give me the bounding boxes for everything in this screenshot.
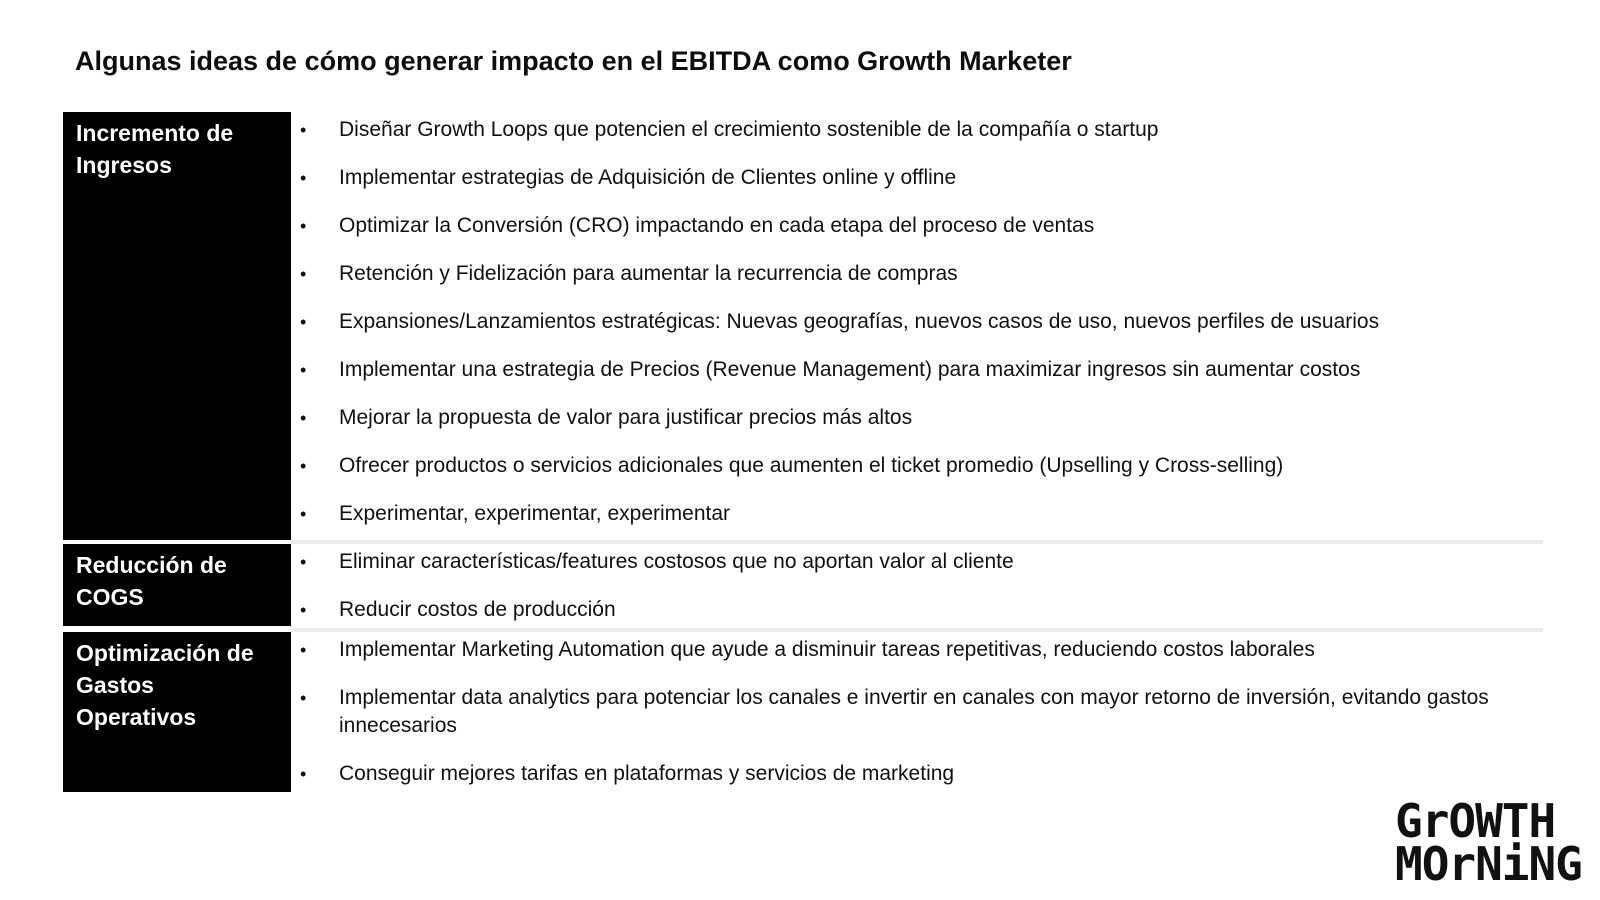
section-row-gastos-operativos <box>63 632 1543 792</box>
list-item: • Diseñar Growth Loops que potencien el crecimiento sostenible de la compañía o startup <box>291 116 1543 144</box>
ebitda-ideas-table <box>63 112 1543 792</box>
list-item: • Retención y Fidelización para aumentar la recurrencia de compras <box>291 260 1543 288</box>
section-label: Reducción de COGS <box>63 544 291 626</box>
list-item: • Implementar estrategias de Adquisición de Clientes online y offline <box>291 164 1543 192</box>
section-label: Optimización de Gastos Operativos <box>63 632 291 792</box>
logo-line-2: MOrNiNG <box>1395 837 1582 891</box>
list-item: • Reducir costos de producción <box>291 596 1543 624</box>
section-row-reduccion-cogs <box>63 544 1543 628</box>
list-item: • Implementar Marketing Automation que ayude a disminuir tareas repetitivas, reduciendo costos laborales <box>291 636 1543 664</box>
list-item: • Mejorar la propuesta de valor para justificar precios más altos <box>291 404 1543 432</box>
section-items-list <box>291 112 1543 540</box>
list-item: • Conseguir mejores tarifas en plataformas y servicios de marketing <box>291 760 1543 788</box>
growth-morning-logo <box>1395 794 1595 891</box>
list-item: • Expansiones/Lanzamientos estratégicas: Nuevas geografías, nuevos casos de uso, nuevos perfiles de usuarios <box>291 308 1543 336</box>
list-item: • Experimentar, experimentar, experimentar <box>291 500 1543 528</box>
section-label: Incremento de Ingresos <box>63 112 291 540</box>
list-item: • Optimizar la Conversión (CRO) impactando en cada etapa del proceso de ventas <box>291 212 1543 240</box>
list-item: • Eliminar características/features costosos que no aportan valor al cliente <box>291 548 1543 576</box>
list-item: • Implementar data analytics para potenciar los canales e invertir en canales con mayor retorno de inversión, evitando gastos innecesarios <box>291 684 1543 740</box>
list-item: • Implementar una estrategia de Precios (Revenue Management) para maximizar ingresos sin aumentar costos <box>291 356 1543 384</box>
section-items-list <box>291 544 1543 628</box>
list-item: • Ofrecer productos o servicios adicionales que aumenten el ticket promedio (Upselling y Cross-selling) <box>291 452 1543 480</box>
section-row-incremento-ingresos <box>63 112 1543 540</box>
logo-line-1: GrOWTH <box>1395 794 1556 848</box>
section-items-list <box>291 632 1543 792</box>
page-title: Algunas ideas de cómo generar impacto en el EBITDA como Growth Marketer <box>75 46 1072 76</box>
